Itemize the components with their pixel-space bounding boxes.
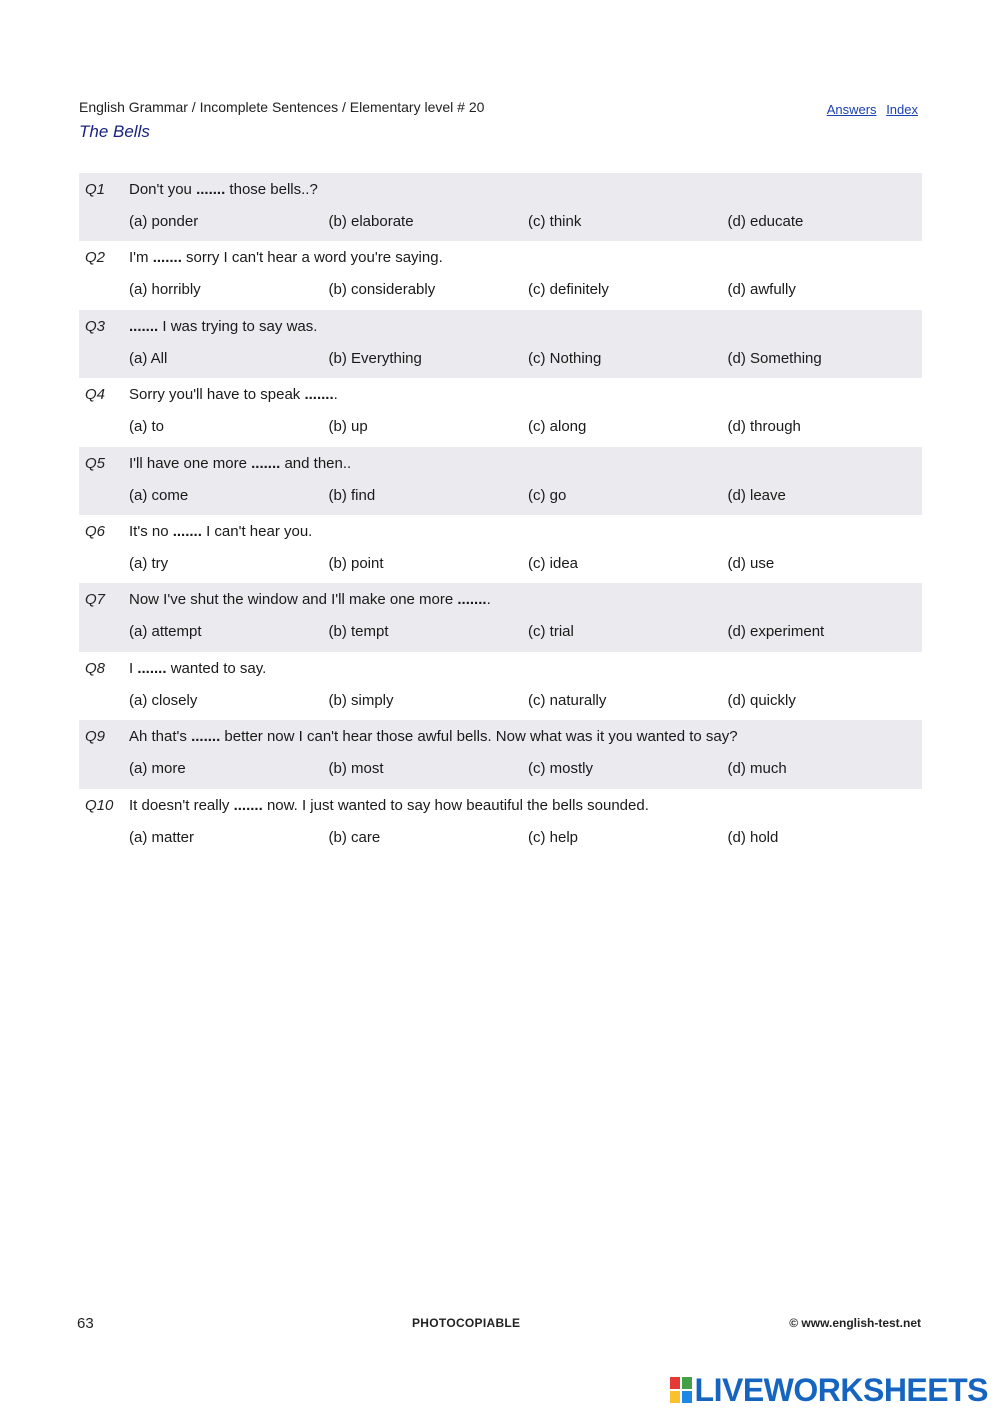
question-number: Q9 bbox=[85, 728, 106, 746]
question-number: Q1 bbox=[85, 181, 106, 198]
answer-option[interactable]: (a) horribly bbox=[129, 281, 201, 299]
liveworksheets-logo-icon bbox=[670, 1377, 692, 1403]
question-text bbox=[129, 797, 649, 814]
question-number: Q8 bbox=[85, 659, 106, 677]
answer-option[interactable]: (b) tempt bbox=[328, 623, 389, 641]
answer-option[interactable]: (c) go bbox=[528, 486, 567, 504]
answer-option[interactable]: (c) think bbox=[528, 213, 582, 230]
question-number: Q5 bbox=[85, 454, 106, 472]
question-text-after: sorry I can't hear a word you're saying. bbox=[181, 249, 443, 267]
question-text bbox=[129, 523, 312, 540]
question-number: Q10 bbox=[85, 796, 114, 814]
answer-option[interactable]: (d) use bbox=[727, 554, 775, 572]
question-row bbox=[79, 447, 922, 515]
question-text-after: wanted to say. bbox=[166, 659, 267, 677]
index-link[interactable]: Index bbox=[886, 102, 918, 117]
question-number: Q2 bbox=[85, 249, 106, 267]
answer-option[interactable]: (a) more bbox=[129, 760, 186, 778]
question-text-before: I'm bbox=[129, 249, 153, 267]
answer-option[interactable]: (c) mostly bbox=[528, 760, 593, 778]
question-row bbox=[79, 310, 922, 378]
page-title: The Bells bbox=[79, 122, 150, 141]
answer-option[interactable]: (b) considerably bbox=[328, 281, 436, 299]
question-blank: ....... bbox=[196, 181, 226, 198]
photocopiable-label: PHOTOCOPIABLE bbox=[412, 1316, 521, 1330]
question-text-before: I bbox=[129, 659, 138, 677]
question-blank: ....... bbox=[137, 659, 167, 677]
logo-square bbox=[682, 1377, 692, 1389]
answer-option[interactable]: (c) naturally bbox=[528, 691, 607, 709]
question-text-after: I was trying to say was. bbox=[158, 317, 318, 335]
question-text bbox=[129, 318, 317, 335]
answer-option[interactable]: (a) to bbox=[129, 418, 165, 436]
answer-option[interactable]: (a) matter bbox=[129, 828, 195, 846]
question-number: Q6 bbox=[85, 522, 106, 540]
answers-link[interactable]: Answers bbox=[826, 102, 877, 117]
question-text-after: and then.. bbox=[280, 454, 352, 472]
answer-option[interactable]: (d) through bbox=[727, 418, 801, 436]
question-text bbox=[129, 455, 351, 472]
question-text-after: . bbox=[333, 386, 338, 404]
question-text bbox=[129, 181, 318, 198]
answer-option[interactable]: (a) All bbox=[129, 349, 168, 367]
brand-text: LIVEWORKSHEETS bbox=[694, 1372, 988, 1408]
question-text bbox=[129, 660, 266, 677]
answer-option[interactable]: (b) Everything bbox=[328, 349, 422, 367]
question-text-before: Sorry you'll have to speak bbox=[129, 386, 305, 404]
question-text-after: I can't hear you. bbox=[201, 522, 313, 540]
answer-option[interactable]: (a) try bbox=[129, 554, 169, 572]
answer-option[interactable]: (d) Something bbox=[727, 349, 822, 367]
question-text-before: Don't you bbox=[129, 181, 197, 198]
logo-square bbox=[670, 1377, 680, 1389]
question-text-before: Ah that's bbox=[129, 728, 192, 746]
question-blank: ....... bbox=[457, 591, 487, 609]
question-number: Q4 bbox=[85, 386, 106, 404]
breadcrumb: English Grammar / Incomplete Sentences / Elementary level # 20 bbox=[79, 99, 485, 115]
answer-option[interactable]: (b) point bbox=[328, 554, 384, 572]
question-blank: ....... bbox=[251, 454, 281, 472]
question-list bbox=[79, 173, 922, 857]
question-blank: ....... bbox=[304, 386, 334, 404]
answer-option[interactable]: (a) ponder bbox=[129, 213, 199, 230]
answer-option[interactable]: (d) educate bbox=[727, 213, 804, 230]
answer-option[interactable]: (c) trial bbox=[528, 623, 574, 641]
logo-square bbox=[670, 1391, 680, 1403]
question-text-after: those bells..? bbox=[225, 181, 318, 198]
answer-option[interactable]: (d) much bbox=[727, 760, 787, 778]
question-text bbox=[129, 728, 738, 745]
answer-option[interactable]: (b) find bbox=[328, 486, 376, 504]
logo-square bbox=[682, 1391, 692, 1403]
answer-option[interactable]: (d) leave bbox=[727, 486, 786, 504]
question-text-before: Now I've shut the window and I'll make one more bbox=[129, 591, 458, 609]
answer-option[interactable]: (c) Nothing bbox=[528, 349, 602, 367]
answer-option[interactable]: (c) help bbox=[528, 828, 579, 846]
answer-option[interactable]: (a) attempt bbox=[129, 623, 202, 641]
question-row bbox=[79, 583, 922, 651]
answer-option[interactable]: (d) experiment bbox=[727, 623, 825, 641]
question-blank: ....... bbox=[152, 249, 182, 267]
liveworksheets-brand bbox=[670, 1372, 988, 1408]
question-text-after: . bbox=[486, 591, 491, 609]
answer-option[interactable]: (d) awfully bbox=[727, 281, 796, 299]
question-row bbox=[79, 378, 922, 446]
question-row bbox=[79, 173, 922, 241]
answer-option[interactable]: (c) along bbox=[528, 418, 587, 436]
question-row bbox=[79, 720, 922, 788]
answer-option[interactable]: (a) come bbox=[129, 486, 189, 504]
question-text-before: It doesn't really bbox=[129, 796, 234, 814]
question-text bbox=[129, 386, 338, 403]
question-row bbox=[79, 515, 922, 583]
question-text-before: It's no bbox=[129, 522, 173, 540]
answer-option[interactable]: (c) definitely bbox=[528, 281, 609, 299]
answer-option[interactable]: (b) elaborate bbox=[328, 213, 414, 230]
answer-option[interactable]: (b) simply bbox=[328, 691, 394, 709]
answer-option[interactable]: (d) quickly bbox=[727, 691, 796, 709]
copyright-label: © www.english-test.net bbox=[789, 1316, 921, 1330]
question-blank: ....... bbox=[172, 522, 202, 540]
question-row bbox=[79, 241, 922, 309]
question-blank: ....... bbox=[129, 317, 159, 335]
page-number: 63 bbox=[77, 1315, 94, 1332]
question-text bbox=[129, 591, 491, 608]
answer-option[interactable]: (b) care bbox=[328, 828, 381, 846]
question-number: Q3 bbox=[85, 317, 106, 335]
question-row bbox=[79, 789, 922, 857]
answer-option[interactable]: (c) idea bbox=[528, 554, 579, 572]
answer-option[interactable]: (b) most bbox=[328, 760, 384, 778]
answer-option[interactable]: (a) closely bbox=[129, 691, 198, 709]
question-text-after: now. I just wanted to say how beautiful the bells sounded. bbox=[262, 796, 649, 814]
question-text-before: I'll have one more bbox=[129, 454, 252, 472]
question-text-after: better now I can't hear those awful bells. Now what was it you wanted to say? bbox=[220, 728, 738, 746]
question-text bbox=[129, 249, 443, 266]
top-links bbox=[821, 102, 918, 117]
answer-option[interactable]: (b) up bbox=[328, 418, 368, 436]
question-number: Q7 bbox=[85, 591, 106, 609]
question-blank: ....... bbox=[233, 796, 263, 814]
question-row bbox=[79, 652, 922, 720]
answer-option[interactable]: (d) hold bbox=[727, 828, 779, 846]
question-blank: ....... bbox=[191, 728, 221, 746]
